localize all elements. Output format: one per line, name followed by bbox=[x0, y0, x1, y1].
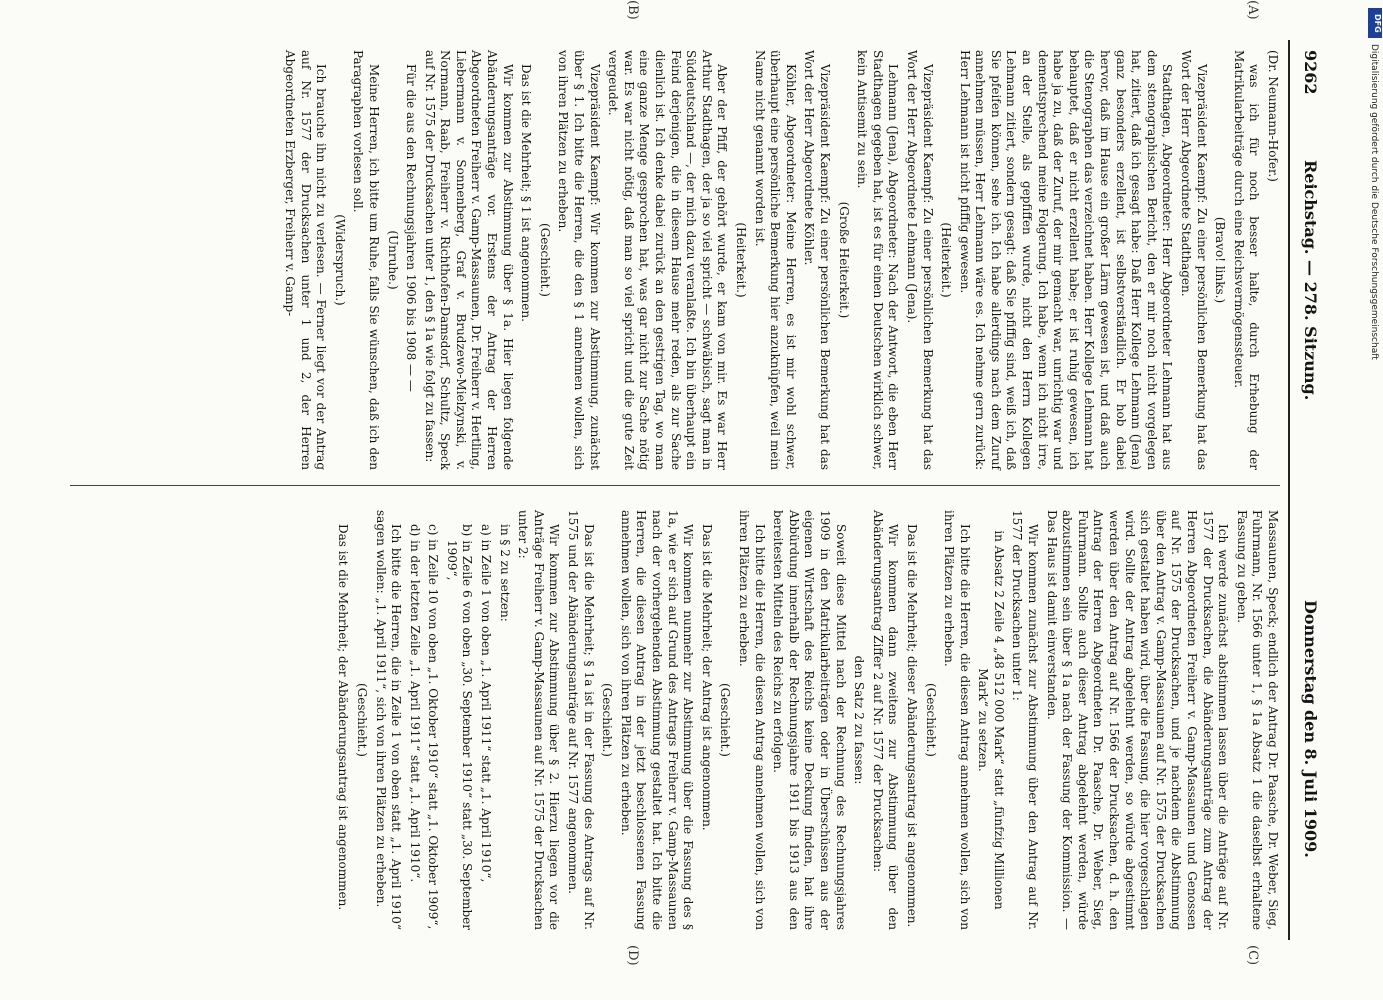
margin-mark-c: (C) bbox=[1245, 945, 1260, 966]
reaction: (Unruhe.) bbox=[385, 230, 400, 290]
right-running-title: Donnerstag den 8. Juli 1909. bbox=[1301, 600, 1320, 858]
paragraph: Wir kommen dann zweitens zur Abstimmung über den Abänderungsantrag Ziffer 2 auf Nr. 1577 der Drucksachen: bbox=[870, 510, 901, 930]
paragraph: Das ist die Mehrheit; § 1a ist in der Fassung des Antrags auf Nr. 1575 und der Abänderungsanträge auf Nr. 1577 angenommen. bbox=[566, 510, 596, 930]
paragraph: was ich für noch besser halte, durch Erhebung der Matrikularbeiträge durch eine Reichsvermögenssteuer. bbox=[1231, 50, 1262, 470]
paragraph: Wir kommen nunmehr zur Abstimmung über die Fassung des § 1a, wie er sich auf Grund des Antrags Freiherr v. Gamp-Massaunen nach der vorhergehenden Abstimmung gestaltet hat. Ich bitte die Herren, die diesen Antrag in der jetzt beschlossenen Fassung annehmen wollen, sich von ihren Plätzen zu erheben. bbox=[618, 510, 696, 930]
paragraph: Köhler, Abgeordneter: Meine Herren, es ist mir wohl schwer, überhaupt eine persönliche Bemerkung hier anzuknüpfen, weil mein Name nicht genannt worden ist. bbox=[752, 50, 798, 470]
reaction: (Große Heiterkeit.) bbox=[836, 201, 851, 319]
reaction: (Geschieht.) bbox=[923, 683, 938, 757]
paragraph: Vizepräsident Kaempf: Zu einer persönlichen Bemerkung hat das Wort der Herr Abgeordnete Lehmann (Jena). bbox=[904, 50, 935, 470]
reaction: (Widerspruch.) bbox=[332, 214, 347, 306]
reaction: (Geschieht.) bbox=[718, 683, 733, 757]
paragraph: Ich werde zunächst abstimmen lassen über die Anträge auf Nr. 1577 der Drucksachen, die Abänderungsanträge zum Antrag der Herren Abgeordneten Freiherr v. Gamp-Massaunen und Genossen auf Nr. 1575 der Drucksachen, und je nachdem die Abstimmung über den Antrag v. Gamp-Massaunen auf Nr. 1575 der Drucksachen sich gestaltet haben wird, über die Fassung, die hier vorgeschlagen wird. Sollte der Antrag abgelehnt werden, so würde abgestimmt werden über den Antrag auf Nr. 1566 der Drucksachen, d. h. den Antrag der Herren Abgeordneten Dr. Paasche, Dr. Weber, Sieg, Fuhrmann. Sollte auch dieser Antrag abgelehnt werden, würde abzustimmen sein über § 1a nach der Fassung der Kommission. — Das Haus ist damit einverstanden. bbox=[1044, 510, 1231, 930]
speaker-note: (Dr. Neumann-Hofer.) bbox=[1266, 50, 1280, 182]
margin-mark-d: (D) bbox=[625, 945, 640, 966]
paragraph: Das ist die Mehrheit; der Antrag ist angenommen. bbox=[699, 524, 714, 831]
paragraph: Wir kommen zur Abstimmung über § 2. Hierzu liegen vor die Anträge Freiherr v. Gamp-Massaunen auf Nr. 1575 der Drucksachen unter 2: bbox=[516, 510, 562, 930]
credit-text: Digitalisierung gefördert durch die Deutsche Forschungsgemeinschaft bbox=[1369, 44, 1379, 360]
paragraph: Aber der Pfiff, der gehört wurde, er kam von mir. Es war Herr Arthur Stadthagen, der ja so viel spricht — schwäbisch, sagt man in Süddeutschland —, der mich dazu veranlaßte. Ich bin überhaupt ein Feind derjenigen, die in diesem Hause mehr reden, als zur Sache dienlich ist. Ich denke dabei zurück an den gestrigen Tag, wo man eine ganze Menge gesprochen hat, was gar nicht zur Sache nötig war. Es war nicht nötig, daß man so viel spricht und die gute Zeit vergeudet. bbox=[606, 50, 730, 470]
paragraph: Stadthagen, Abgeordneter: Herr Abgeordneter Lehmann hat aus dem stenographischen Bericht, den er mir noch nicht vorgelegen hat, zitiert, daß ich gesagt habe: Daß Herr Kollege Lehmann (Jena) ganz besonders erzellent, ist selbstverständlich. Er hob dabei hervor, daß im Hause ein großer Lärm gewesen ist, und daß auch die Stenographen das verzeichnet haben. Herr Kollege Lehmann hat behauptet, daß er nicht erzellent habe; er ist ruhig gewesen, ich habe ja zu, daß der Zuruf, der mir gemacht war, unrichtig war und dementsprechend meine Folgerung. Ich habe, wenn ich nicht irre, an der Stelle, als gepfiffen wurde, nicht den Herrn Kollegen Lehmann zitiert, sondern gesagt: daß Sie pfiffig sind, weiß ich, daß Sie pfeifen können, sehe ich. Ich habe allerdings nach dem Zuruf annehmen müssen, Herr Lehmann wäre es. Ich nehme gern zurück: Herr Lehmann ist nicht pfiffig gewesen. bbox=[957, 50, 1175, 470]
reaction: (Geschieht.) bbox=[600, 683, 615, 757]
list-item: d) in der letzten Zeile „1. April 1911“ statt „1. April 1910“. bbox=[407, 524, 422, 883]
paragraph: Vizepräsident Kaempf: Wir kommen zur Abstimmung, zunächst über § 1. Ich bitte die Herren, die den § 1 annehmen wollen, sich von ihren Plätzen zu erheben. bbox=[556, 50, 602, 470]
running-header bbox=[1288, 40, 1330, 940]
paragraph: Vizepräsident Kaempf: Zu einer persönlichen Bemerkung hat das Wort der Herr Abgeordnete Köhler. bbox=[802, 50, 832, 470]
quoted-motion: Soweit diese Mittel nach der Rechnung des Rechnungsjahres 1909 in den Matrikularbeiträgen oder in Überschüssen aus der eigenen Wirtschaft des Reichs keine Deckung finden, hat ihre Abbürdung innerhalb der Rechnungsjahre 1911 bis 1913 aus den bereitesten Mitteln des Reichs zu erfolgen. bbox=[771, 510, 848, 930]
right-column bbox=[332, 510, 1280, 930]
reaction: (Bravo! links.) bbox=[1213, 216, 1228, 304]
paragraph: Das ist die Mehrheit; dieser Abänderungsantrag ist angenommen. bbox=[904, 524, 919, 928]
paragraph: Wir kommen zur Abstimmung über § 1a. Hier liegen folgende Abänderungsanträge vor. Erstens der Antrag der Herren Abgeordneten Freiherr v. Gamp-Massaunen, Dr. Freiherr v. Hertling, Liebermann v. Sonnenberg, Graf v. Brudzewo-Mielzynski, v. Normann, Raab, Freiherr v. Richthofen-Damsdorf, Schultz, Speck auf Nr. 1575 der Drucksachen unter 1, den § 1a wie folgt zu fassen: bbox=[422, 50, 515, 470]
paragraph: Das ist die Mehrheit; § 1 ist angenommen. bbox=[519, 64, 534, 322]
paragraph: Lehmann (Jena), Abgeordneter: Nach der Antwort, die eben Herr Stadthagen gegeben hat, ist es für einen Deutschen wirklich schwer, kein Antisemit zu sein. bbox=[855, 50, 901, 470]
paragraph: Das ist die Mehrheit; der Abänderungsantrag ist angenommen. bbox=[336, 524, 351, 911]
dfg-logo: DFG bbox=[1368, 8, 1382, 38]
paragraph: Wir kommen zunächst zur Abstimmung über den Antrag auf Nr. 1577 der Drucksachen unter 1: bbox=[1010, 510, 1041, 930]
paragraph: Meine Herren, ich bitte um Ruhe, falls Sie wünschen, daß ich den Paragraphen vorlesen soll. bbox=[351, 50, 381, 470]
list-item: b) in Zeile 6 von oben „30. September 1910“ statt „30. September 1909“, bbox=[444, 524, 475, 930]
rotated-page-content bbox=[60, 0, 1330, 966]
left-running-title: Reichstag. — 278. Sitzung. bbox=[1301, 160, 1320, 401]
paragraph: Vizepräsident Kaempf: Zu einer persönlichen Bemerkung hat das Wort der Herr Abgeordnete Stadthagen. bbox=[1179, 50, 1209, 470]
digitization-credit bbox=[1368, 8, 1382, 992]
quoted-motion: den Satz 2 zu fassen: bbox=[852, 655, 867, 785]
reaction: (Geschieht.) bbox=[537, 223, 552, 297]
paragraph: Massaunen, Speck; endlich der Antrag Dr. Paasche, Dr. Weber, Sieg, Fuhrmann, Nr. 1566 unter 1, § 1a Absatz 1 die daselbst erhaltene Fassung zu geben. bbox=[1234, 510, 1280, 930]
quoted-motion: in Absatz 2 Zeile 4 „48 512 000 Mark“ statt „fünfzig Millionen Mark“ zu setzen. bbox=[976, 530, 1006, 910]
paragraph: Ich bitte die Herren, die diesen Antrag annehmen wollen, sich von ihren Plätzen zu erheben. bbox=[942, 510, 972, 930]
list-item: c) in Zeile 10 von oben „1. Oktober 1910“ statt „1. Oktober 1909“, bbox=[426, 524, 441, 930]
page-number: 9262 bbox=[1301, 50, 1320, 95]
reaction: (Heiterkeit.) bbox=[734, 222, 748, 298]
paragraph: Ich brauche ihn nicht zu verlesen. — Ferner liegt vor der Antrag auf Nr. 1577 der Drucksachen unter 1 und 2, der Herren Abgeordneten Erzberger, Freiherr v. Gamp- bbox=[282, 50, 329, 470]
paragraph: Ich bitte die Herren, die diesen Antrag annehmen wollen, sich von ihren Plätzen zu erheben. bbox=[737, 510, 767, 930]
margin-mark-b: (B) bbox=[625, 0, 640, 20]
reaction: (Geschieht.) bbox=[354, 683, 369, 757]
left-column bbox=[278, 50, 1280, 470]
column-divider bbox=[70, 485, 1280, 486]
quoted-motion: in § 2 zu setzen: bbox=[497, 524, 512, 622]
reaction: (Heiterkeit.) bbox=[939, 222, 954, 298]
margin-mark-a: (A) bbox=[1245, 0, 1260, 20]
paragraph: Ich bitte die Herren, die in Zeile 1 von oben statt „1. April 1910“ sagen wollen: „1. April 1911“, sich von ihren Plätzen zu erheben. bbox=[373, 510, 404, 930]
list-item: a) in Zeile 1 von oben „1. April 1911“ statt „1. April 1910“, bbox=[479, 524, 494, 883]
paragraph: Für die aus den Rechnungsjahren 1906 bis 1908 — — bbox=[404, 64, 419, 392]
